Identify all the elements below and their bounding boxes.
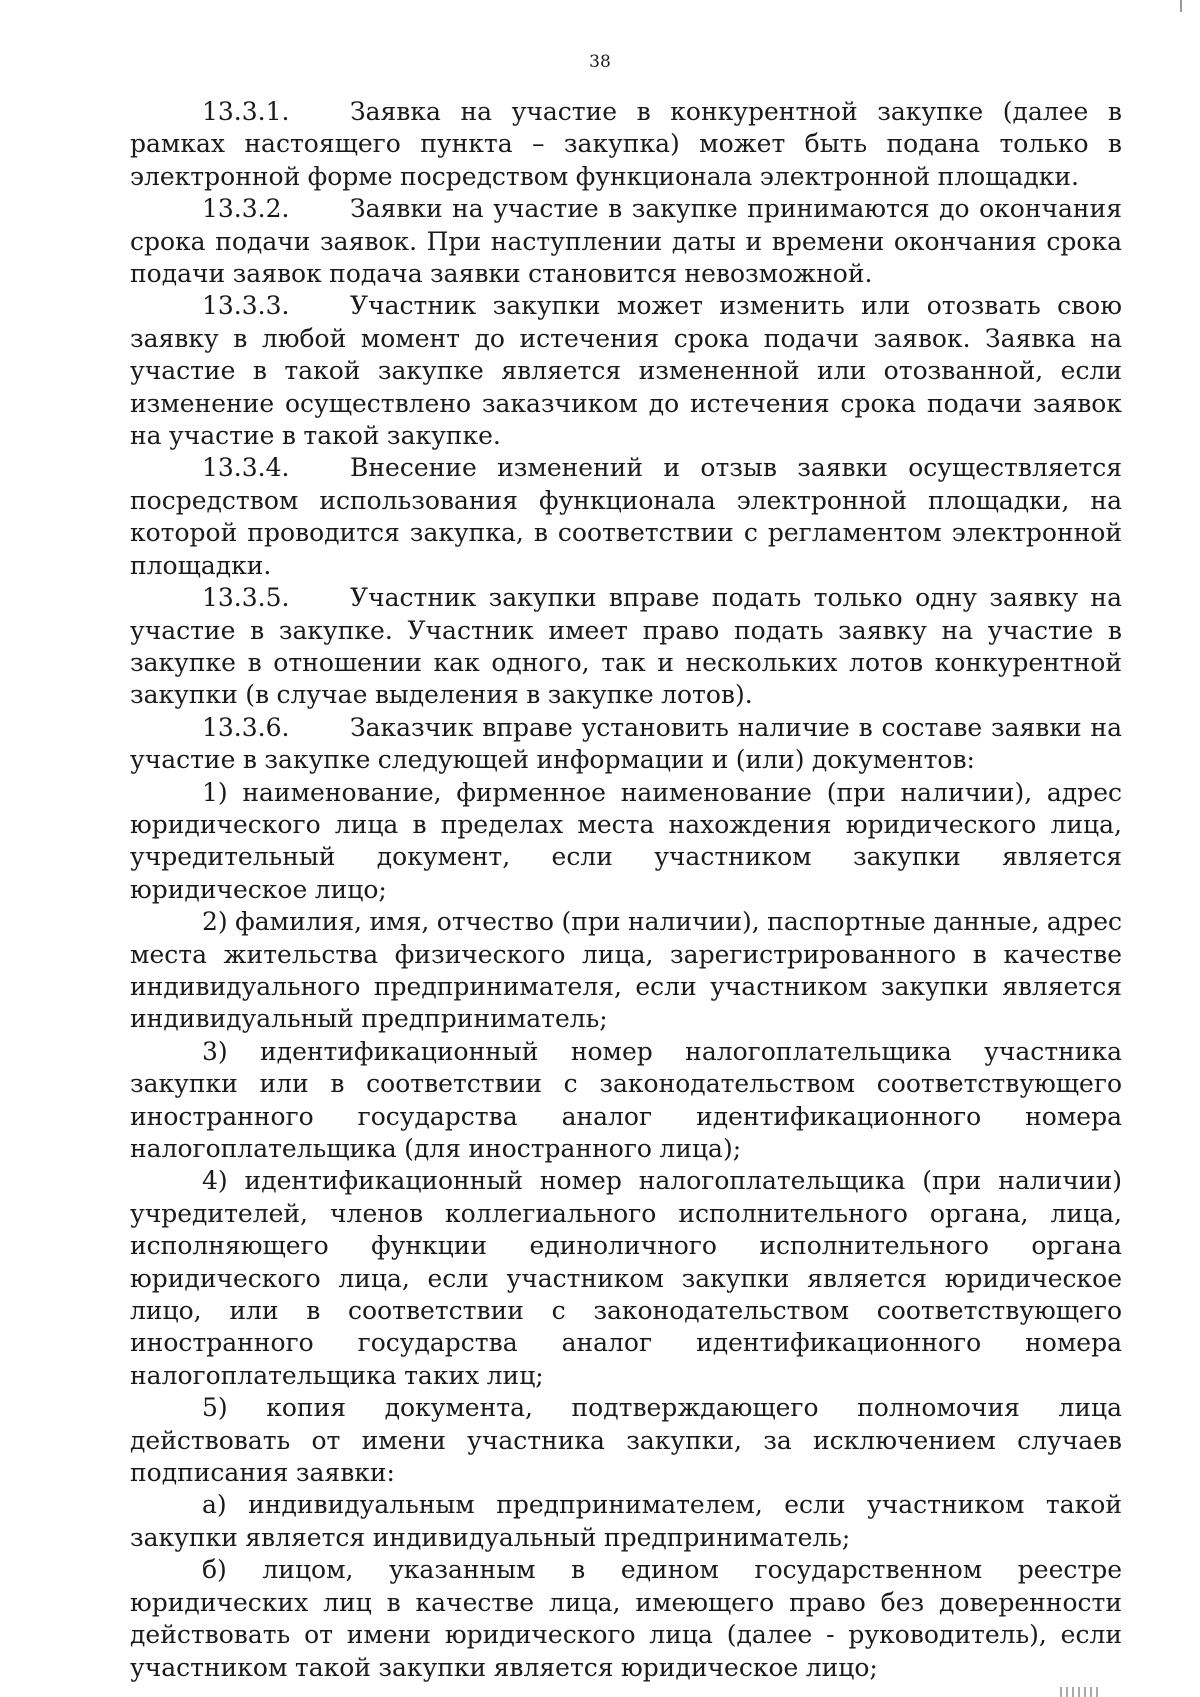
clause-text: Участник закупки вправе подать только одну заявку на участие в закупке. Участник имеет право подать заявку на участие в закупке в отношении как одного, так и нескольких лотов конкурентной закупки (в случае выделения в закупке лотов). [130,583,1122,710]
list-item-5: 5) копия документа, подтверждающего полномочия лица действовать от имени участника закупки, за исключением случаев подписания заявки: [130,1393,1122,1488]
clause-text: Заявка на участие в конкурентной закупке (далее в рамках настоящего пункта – закупка) может быть подана только в электронной форме посредством функционала электронной площадки. [130,97,1122,191]
list-item-a: а) индивидуальным предпринимателем, если участником такой закупки является индивидуальный предприниматель; [130,1490,1122,1552]
scan-edge-mark-top [1180,0,1182,12]
paragraph-13-3-6 [130,712,1122,777]
paragraph-13-3-3 [130,290,1122,452]
clause-number: 13.3.1. [202,97,290,126]
scan-edge-mark-bottom [1060,1687,1100,1697]
clause-number: 13.3.6. [202,712,290,742]
list-item-3: 3) идентификационный номер налогоплательщика участника закупки или в соответствии с законодательством соответствующего иностранного государства аналог идентификационного номера налогоплательщика (для иностранного лица); [130,1036,1122,1163]
list-item-2: 2) фамилия, имя, отчество (при наличии), паспортные данные, адрес места жительства физического лица, зарегистрированного в качестве индивидуального предпринимателя, если участником закупки является индивидуальный предприниматель; [130,907,1122,1034]
clause-number: 13.3.3. [202,291,290,321]
clause-number: 13.3.2. [202,194,290,224]
page-number: 38 [589,52,611,72]
clause-number: 13.3.4. [202,453,290,483]
clause-text: Участник закупки может изменить или отозвать свою заявку в любой момент до истечения срока подачи заявок. Заявка на участие в такой закупке является измененной или отозванной, если изменение осуществлено заказчиком до истечения срока подачи заявок на участие в такой закупке. [130,291,1122,451]
clause-text: Заявки на участие в закупке принимаются до окончания срока подачи заявок. При наступлении даты и времени окончания срока подачи заявок подача заявки становится невозможной. [130,194,1122,289]
list-item-1: 1) наименование, фирменное наименование (при наличии), адрес юридического лица в пределах места нахождения юридического лица, учредительный документ, если участником закупки является юридическое лицо; [130,777,1122,904]
list-item-b: б) лицом, указанным в едином государственном реестре юридических лиц в качестве лица, имеющего право без доверенности действовать от имени юридического лица (далее - руководитель), если участником такой закупки является юридическое лицо; [130,1555,1122,1682]
paragraph-13-3-1 [130,96,1122,193]
clause-text: Внесение изменений и отзыв заявки осуществляется посредством использования функционала электронной площадки, на которой проводится закупка, в соответствии с регламентом электронной площадки. [130,453,1122,580]
paragraph-13-3-5 [130,582,1122,712]
paragraph-13-3-4 [130,452,1122,582]
paragraph-13-3-2 [130,193,1122,290]
clause-text: Заказчик вправе установить наличие в составе заявки на участие в закупке следующей информации и (или) документов: [130,712,1122,775]
document-body [130,96,1122,1684]
list-item-4: 4) идентификационный номер налогоплательщика (при наличии) учредителей, членов коллегиального исполнительного органа, лица, исполняющего функции единоличного исполнительного органа юридического лица, если участником закупки является юридическое лицо, или в соответствии с законодательством соответствующего иностранного государства аналог идентификационного номера налогоплательщика таких лиц; [130,1166,1122,1390]
clause-number: 13.3.5. [202,583,290,613]
